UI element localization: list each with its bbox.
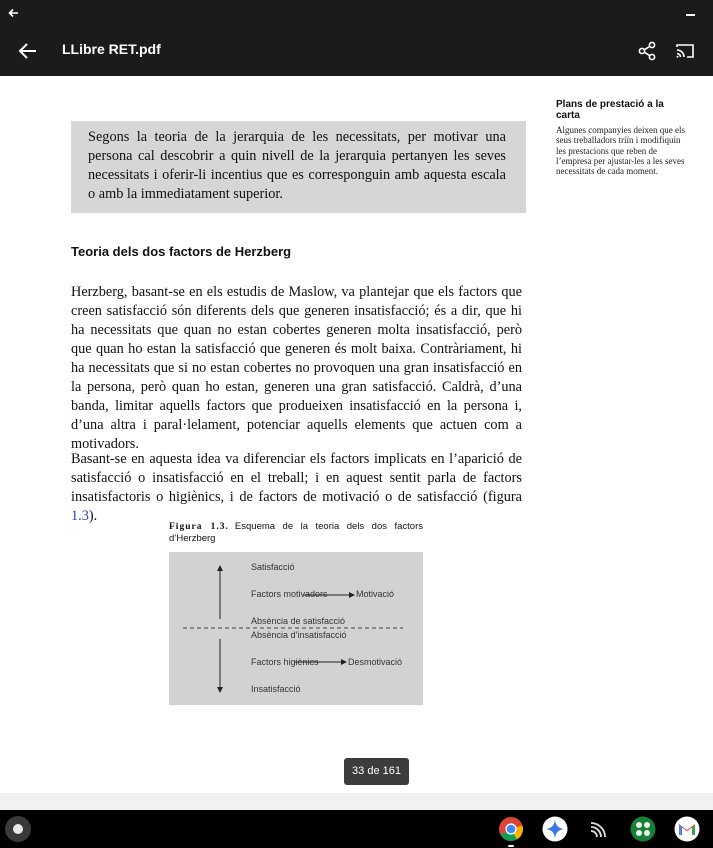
diagram-lines <box>169 552 423 705</box>
label-factors-motivadors: Factors motivadors <box>251 589 328 599</box>
app-grid-icon[interactable] <box>630 816 656 842</box>
pdf-page[interactable] <box>0 76 713 793</box>
callout-text: Segons la teoria de la jerarquia de les necessitats, per motivar una persona cal descobrir a quin nivell de la jerarquia pertanyen les seves necessitats i oferir-li incentius que es corresponguin amb aquesta escala o amb la immediatament superior. <box>88 129 506 202</box>
cast-app-icon[interactable] <box>586 816 612 842</box>
label-absencia-insatisfaccio: Absència d’insatisfacció <box>251 630 347 640</box>
page-bottom-edge <box>0 793 713 810</box>
label-factors-higienics: Factors higiènics <box>251 657 319 667</box>
running-indicator <box>508 845 514 847</box>
back-arrow-icon[interactable] <box>16 39 40 63</box>
share-icon[interactable] <box>636 40 658 62</box>
paragraph <box>71 450 522 526</box>
gmail-icon[interactable] <box>674 816 700 842</box>
figure-caption <box>169 521 423 544</box>
label-motivacio: Motivació <box>356 589 395 599</box>
window-titlebar <box>0 0 713 26</box>
section-heading: Teoria dels dos factors de Herzberg <box>71 244 292 259</box>
app-bar <box>0 26 713 76</box>
paragraph-text: Basant-se en aquesta idea va diferenciar els factors implicats en l’aparició de satisfacció o insatisfacció en el treball; i en aquest sentit parla de factors insatisfactoris o higiènics, i de factors de motivació o de satisfacció (figura <box>71 451 522 505</box>
gemini-icon[interactable] <box>542 816 568 842</box>
document-title: LLibre RET.pdf <box>62 41 161 57</box>
label-insatisfaccio: Insatisfacció <box>251 684 301 694</box>
shelf <box>0 810 713 848</box>
minimize-button[interactable] <box>686 14 695 16</box>
back-arrow-small-icon[interactable] <box>6 5 22 21</box>
label-absencia-satisfaccio: Absència de satisfacció <box>251 616 346 626</box>
label-satisfaccio: Satisfacció <box>251 562 295 572</box>
figure-reference-link[interactable]: 1.3 <box>71 508 89 524</box>
callout-box <box>71 121 526 213</box>
paragraph: Herzberg, basant-se en els estudis de Maslow, va plantejar que els factors que creen satisfacció són diferents dels que generen insatisfacció; és a dir, que hi ha necessitats que quan no estan cobertes generen molta insatisfacció, però que quan ho estan la satisfacció que generen és molt baixa. Contràriament, hi ha necessitats que si no estan cobertes no provoquen una gran insatisfacció en la persona, però quan ho estan, generen una gran satisfacció. Caldrà, d’una banda, limitar aquells factors que produeixen insatisfacció en la persona i, d’una altra i paral·lelament, potenciar aquells elements que actuen com a motivadors. <box>71 284 522 452</box>
paragraph-text-end: ). <box>88 508 98 524</box>
herzberg-diagram <box>169 552 423 705</box>
margin-note-text: Algunes companyies deixen que els seus treballadors triïn i modifiquin les prestacions que reben de l’empresa per ajustar-les a les seves necessitats de cada moment. <box>556 125 685 177</box>
page-indicator: 33 de 161 <box>344 758 409 785</box>
figure-label: Figura 1.3. <box>169 522 229 532</box>
label-desmotivacio: Desmotivació <box>348 657 403 667</box>
launcher-button[interactable] <box>5 816 31 842</box>
launcher-icon <box>13 824 23 834</box>
chrome-icon[interactable] <box>498 816 524 842</box>
margin-note <box>556 99 686 176</box>
margin-note-title: Plans de prestació a la carta <box>556 99 664 121</box>
figure-caption-text: Esquema de la teoria dels dos factors d’Herzberg <box>169 521 423 544</box>
cast-icon[interactable] <box>674 40 696 62</box>
